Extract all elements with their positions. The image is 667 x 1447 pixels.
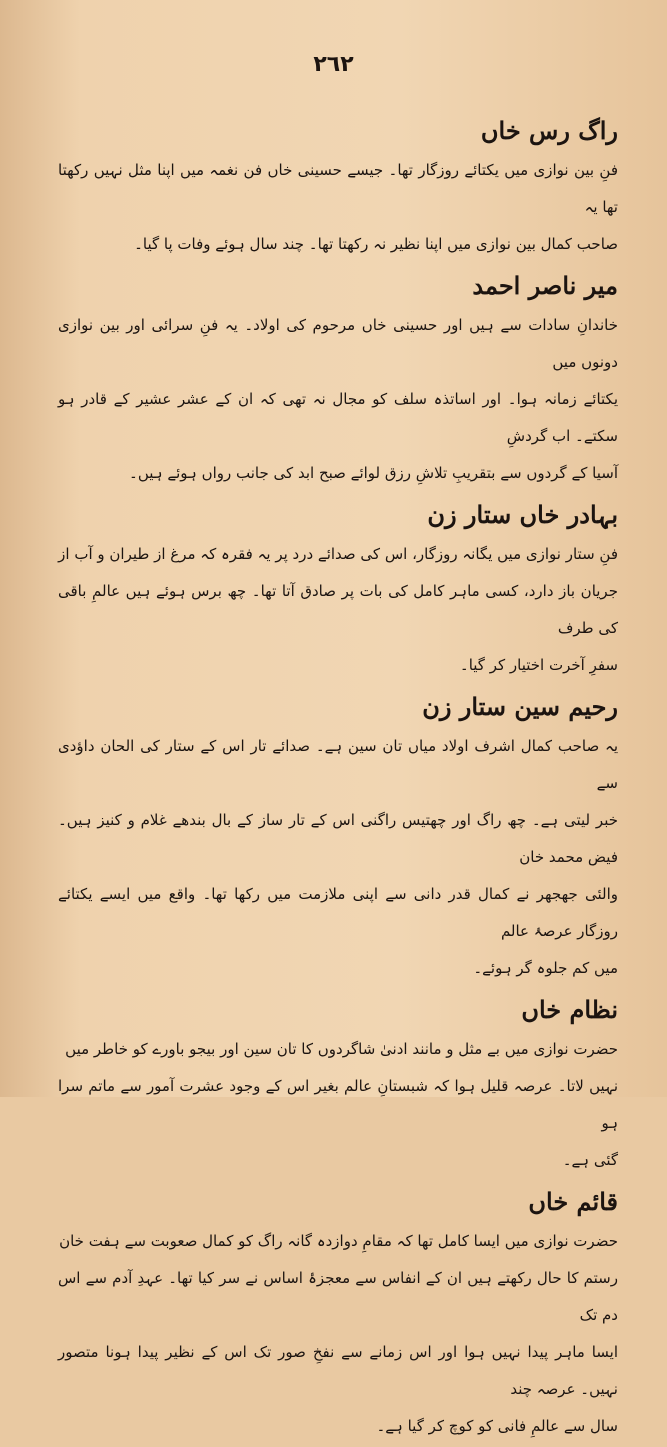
section-rag-ras-khan (58, 114, 618, 263)
section-mir-nasir-ahmad (58, 269, 618, 492)
section-nizam-khan (58, 993, 618, 1179)
section-paragraph: فنِ ستار نوازی میں یگانہ روزگار، اس کی صدائے درد پر یہ فقرہ کہ مرغ از طیران و آب از جریان باز دارد، کسی ماہر کامل کی بات پر صادق آتا تھا۔ چھ برس ہوئے ہیں عالمِ باقی کی طرف سفرِ آخرت اختیار کر گیا۔ (58, 545, 618, 674)
section-qaim-khan (58, 1185, 618, 1445)
section-rahim-sen (58, 690, 618, 987)
section-heading: بہادر خاں ستار زن (427, 500, 618, 529)
page-content (58, 108, 618, 1447)
section-paragraph: حضرت نوازی میں بے مثل و مانند ادنیٰ شاگردوں کا تان سین اور بیجو باورے کو خاطر میں نہیں لاتا۔ عرصہ قلیل ہوا کہ شبستانِ عالم بغیر اس کے وجود عشرت آمور سے ماتم سرا ہو گئی ہے۔ (58, 1040, 618, 1169)
section-heading: میر ناصر احمد (472, 271, 618, 300)
section-bahadur-khan (58, 498, 618, 684)
section-heading: قائم خاں (528, 1187, 618, 1216)
section-paragraph: فنِ بین نوازی میں یکتائے روزگار تھا۔ جیسے حسینی خاں فن نغمہ میں اپنا مثل نہیں رکھتا تھا یہ صاحب کمال بین نوازی میں اپنا نظیر نہ رکھتا تھا۔ چند سال ہوئے وفات پا گیا۔ (58, 161, 618, 253)
page-number: ٢٦٢ (313, 52, 354, 77)
section-heading: راگ رس خاں (480, 116, 618, 145)
section-paragraph: حضرت نوازی میں ایسا کامل تھا کہ مقامِ دوازدہ گانہ راگ کو کمال صعوبت سے ہفت خان رستم کا حال رکھتے ہیں ان کے انفاس سے معجزۂ اساس نے سر کیا تھا۔ عہدِ آدم سے اس دم تک ایسا ماہر پیدا نہیں ہوا اور اس زمانے سے نفخِ صور تک اس کے نظیر پیدا ہونا متصور نہیں۔ عرصہ چند سال سے عالمِ فانی کو کوچ کر گیا ہے۔ (58, 1232, 618, 1435)
section-paragraph: خاندانِ سادات سے ہیں اور حسینی خاں مرحوم کی اولاد۔ یہ فنِ سرائی اور بین نوازی دونوں میں یکتائے زمانہ ہوا۔ اور اساتذہ سلف کو مجال نہ تھی کہ ان کے عشر عشیر کے قادر ہو سکتے۔ اب گردشِ آسیا کے گردوں سے بتقریبِ تلاشِ رزق لوائے صبح ابد کی جانب رواں ہوئے ہیں۔ (58, 316, 618, 482)
section-heading: نظام خاں (521, 995, 618, 1024)
section-paragraph: یہ صاحب کمال اشرف اولاد میاں تان سین ہے۔ صدائے تار اس کے ستار کی الحان داؤدی سے خبر لیتی ہے۔ چھ راگ اور چھتیس راگنی اس کے تار ساز کے بال بندھے غلام و کنیز ہیں۔ فیض محمد خان والئی جھجھر نے کمال قدر دانی سے اپنی ملازمت میں رکھا تھا۔ واقع میں ایسے یکتائے روزگار عرصۂ عالم میں کم جلوہ گر ہوئے۔ (58, 737, 618, 977)
section-heading: رحیم سین ستار زن (422, 692, 618, 721)
